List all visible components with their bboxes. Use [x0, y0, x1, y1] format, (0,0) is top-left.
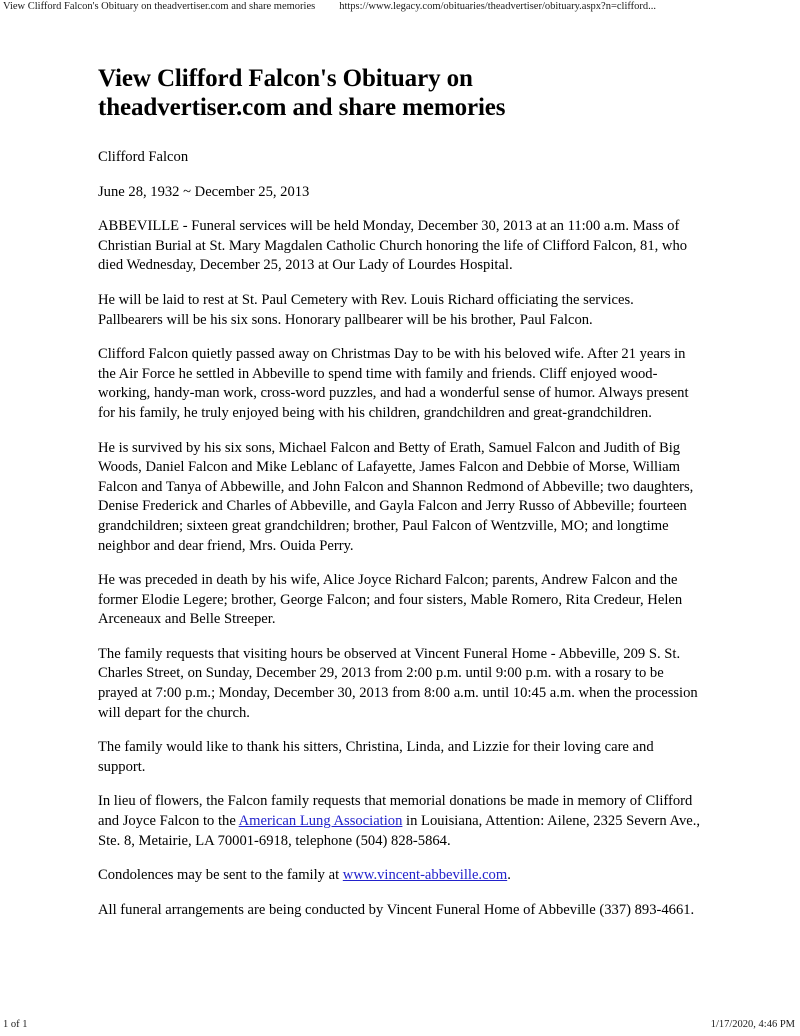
obituary-paragraph-burial: He will be laid to rest at St. Paul Cemetery with Rev. Louis Richard officiating the services. Pallbearers will be his six sons. Honorary pallbearer will be his brother, Paul Falcon.	[98, 291, 634, 328]
american-lung-association-link[interactable]: American Lung Association	[238, 813, 403, 830]
deceased-name: Clifford Falcon	[98, 149, 189, 165]
print-header	[0, 0, 800, 22]
obituary-paragraph-service: ABBEVILLE - Funeral services will be held Monday, December 30, 2013 at an 11:00 a.m. Mass of Christian Burial at St. Mary Magdalen Catholic Church honoring the life of Clifford Falcon, 81, who died Wednesday, December 25, 2013 at Our Lady of Lourdes Hospital.	[98, 218, 688, 274]
page-title: View Clifford Falcon's Obituary on theadvertiser.com and share memories	[98, 65, 506, 121]
print-header-url: https://www.legacy.com/obituaries/theadvertiser/obituary.aspx?n=clifford...	[339, 1, 657, 12]
obituary-paragraph-preceded: He was preceded in death by his wife, Alice Joyce Richard Falcon; parents, Andrew Falcon and the former Elodie Legere; brother, George Falcon; and four sisters, Mable Romero, Rita Credeur, Helen Arceneaux and Belle Streeper.	[98, 572, 683, 628]
obituary-paragraph-condolences	[98, 866, 702, 886]
condolences-text-before: Condolences may be sent to the family at	[98, 867, 343, 884]
obituary-paragraph-life: Clifford Falcon quietly passed away on Christmas Day to be with his beloved wife. After 21 years in the Air Force he settled in Abbeville to spend time with family and friends. Cliff enjoyed wood-working, handy-man work, cross-word puzzles, and had a wonderful sense of humor. Always present for his family, he truly enjoyed being with his children, grandchildren and great-grandchildren.	[98, 346, 689, 421]
obituary-paragraph-visitation: The family requests that visiting hours be observed at Vincent Funeral Home - Abbeville, 209 S. St. Charles Street, on Sunday, December 29, 2013 from 2:00 p.m. until 9:00 p.m. with a rosary to be prayed at 7:00 p.m.; Monday, December 30, 2013 from 8:00 a.m. until 10:45 a.m. when the procession will depart for the church.	[98, 645, 698, 721]
print-header-page-title: View Clifford Falcon's Obituary on theadvertiser.com and share memories	[3, 1, 316, 12]
obituary-paragraph-survivors: He is survived by his six sons, Michael Falcon and Betty of Erath, Samuel Falcon and Judith of Big Woods, Daniel Falcon and Mike Leblanc of Lafayette, James Falcon and Debbie of Morse, William Falcon and Tanya of Abbewille, and John Falcon and Shannon Redmond of Abbeville; two daughters, Denise Frederick and Charles of Abbeville, and Gayla Falcon and Jerry Russo of Abbeville; fourteen grandchildren; sixteen great grandchildren; brother, Paul Falcon of Wentzville, MO; and longtime neighbor and dear friend, Mrs. Ouida Perry.	[98, 439, 694, 554]
deceased-dates: June 28, 1932 ~ December 25, 2013	[98, 183, 310, 200]
document-content	[98, 64, 702, 935]
donations-text-before: In lieu of flowers, the Falcon family requests that memorial donations be made in memory of Clifford and Joyce Falcon to the	[98, 793, 693, 830]
obituary-paragraph-arrangements: All funeral arrangements are being conducted by Vincent Funeral Home of Abbeville (337) 893-4661.	[98, 901, 695, 918]
condolences-text-after: .	[507, 867, 511, 884]
print-footer-timestamp: 1/17/2020, 4:46 PM	[710, 1019, 795, 1030]
print-footer	[0, 1016, 800, 1032]
obituary-paragraph-donations	[98, 792, 702, 851]
print-footer-page-indicator: 1 of 1	[3, 1019, 28, 1030]
donations-text-after: in Louisiana, Attention: Ailene, 2325 Severn Ave., Ste. 8, Metairie, LA 70001-6918, telephone (504) 828-5864.	[98, 813, 701, 849]
obituary-paragraph-thanks: The family would like to thank his sitters, Christina, Linda, and Lizzie for their loving care and support.	[98, 739, 654, 775]
funeral-home-website-link[interactable]: www.vincent-abbeville.com	[342, 867, 508, 884]
